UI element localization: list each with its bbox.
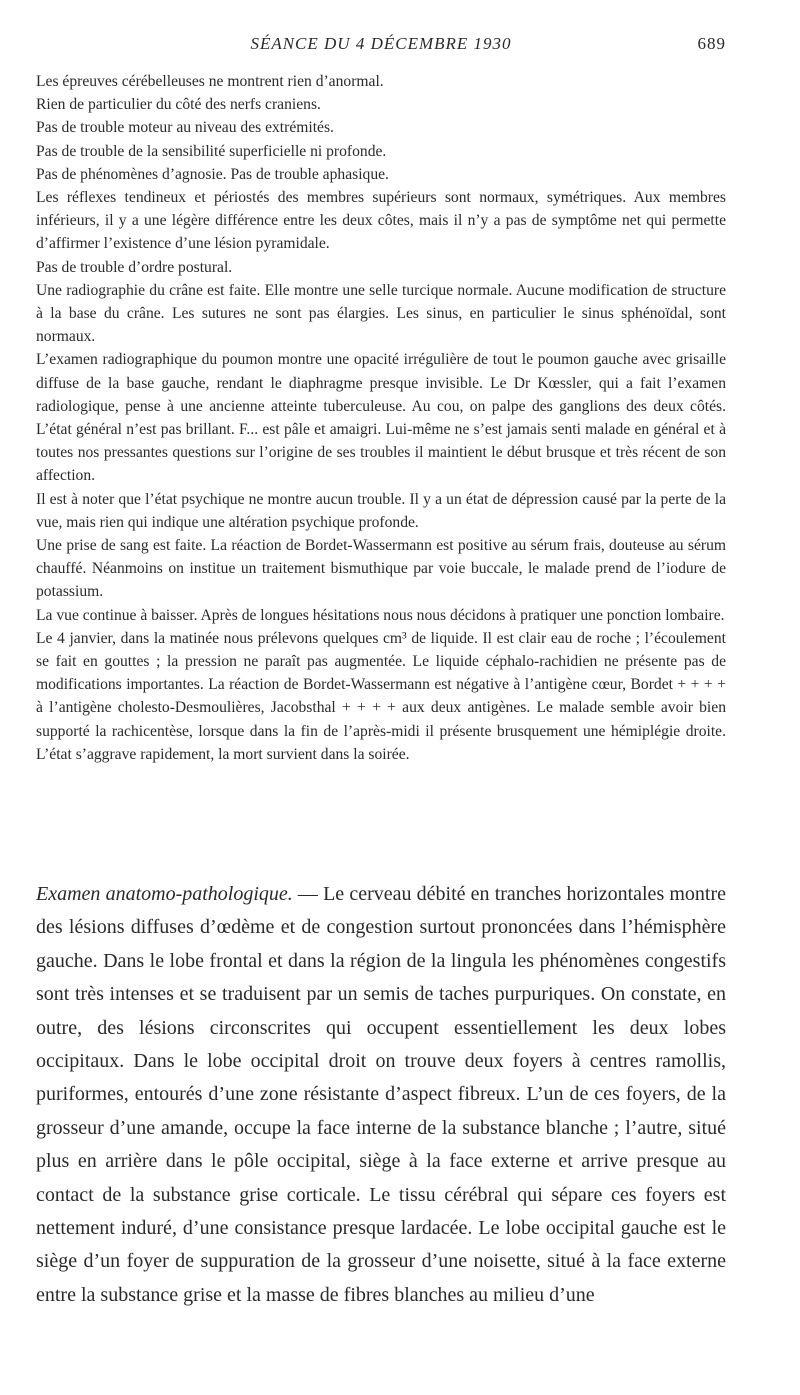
paragraph: Une radiographie du crâne est faite. Elle montre une selle turcique normale. Aucune modification de structure à la base du crâne. Les sutures ne sont pas élargies. Les sinus, en particulier le sinus sphénoïdal, sont normaux.: [36, 281, 726, 346]
paragraph: L’examen radiographique du poumon montre une opacité irrégulière de tout le poumon gauche avec grisaille diffuse de la base gauche, rendant le diaphragme presque invisible. Le Dr Kœssler, qui a fait l’examen radiologique, pense à une ancienne atteinte tuberculeuse. Au cou, on palpe des ganglions des deux côtés. L’état général n’est pas brillant. F... est pâle et amaigri. Lui-même ne s’est jamais senti malade en général et à toutes nos pressantes questions sur l’origine de ses troubles il maintient le début brusque et très récent de son affection.: [36, 351, 726, 485]
clinical-observation-text: [36, 70, 726, 766]
paragraph: Le 4 janvier, dans la matinée nous prélevons quelques cm³ de liquide. Il est clair eau de roche ; l’écoulement se fait en gouttes ; la pression ne paraît pas augmentée. Le liquide céphalo-rachidien ne présente pas de modifications importantes. La réaction de Bordet-Wassermann est négative à l’antigène cœur, Bordet + + + + à l’antigène cholesto-Desmoulières, Jacobsthal + + + + aux deux antigènes. Le malade semble avoir bien supporté la rachicentèse, lorsque dans la fin de l’après-midi il présente brusquement une hémiplégie droite. L’état s’aggrave rapidement, la mort survient dans la soirée.: [36, 629, 726, 763]
paragraph: Pas de trouble de la sensibilité superficielle ni profonde.: [36, 142, 387, 160]
paragraph: Une prise de sang est faite. La réaction de Bordet-Wassermann est positive au sérum frais, douteuse au sérum chauffé. Néanmoins on institue un traitement bismuthique par voie buccale, le malade prend de l’iodure de potassium.: [36, 537, 726, 601]
pathology-section: [36, 878, 726, 1312]
paragraph: Les réflexes tendineux et périostés des membres supérieurs sont normaux, symétriques. Aux membres inférieurs, il y a une légère différence entre les deux côtes, mais il n’y a pas de symptôme net qui permette d’affirmer l’existence d’une lésion pyramidale.: [36, 189, 726, 253]
paragraph: Les épreuves cérébelleuses ne montrent rien d’anormal.: [36, 73, 384, 90]
paragraph: Rien de particulier du côté des nerfs craniens.: [36, 96, 321, 114]
paragraph: Pas de trouble d’ordre postural.: [36, 258, 233, 276]
paragraph: Pas de trouble moteur au niveau des extrémités.: [36, 119, 334, 137]
em-dash: —: [292, 883, 324, 905]
paragraph: Pas de phénomènes d’agnosie. Pas de trouble aphasique.: [36, 165, 389, 183]
page-number: 689: [697, 34, 726, 53]
pathology-text: Le cerveau débité en tranches horizontales montre des lésions diffuses d’œdème et de congestion surtout prononcées dans l’hémisphère gauche. Dans le lobe frontal et dans la région de la lingula les phénomènes congestifs sont très intenses et se traduisent par un semis de taches purpuriques. On constate, en outre, des lésions circonscrites qui occupent essentiellement les deux lobes occipitaux. Dans le lobe occipital droit on trouve deux foyers à centres ramollis, puriformes, entourés d’une zone résistante d’aspect fibreux. L’un de ces foyers, de la grosseur d’une amande, occupe la face interne de la substance blanche ; l’autre, situé plus en arrière dans le pôle occipital, siège à la face externe et arrive presque au contact de la substance grise corticale. Le tissu cérébral qui sépare ces foyers est nettement induré, d’une consistance presque lardacée. Le lobe occipital gauche est le siège d’un foyer de suppuration de la grosseur d’une noisette, situé à la face externe entre la substance grise et la masse de fibres blanches au milieu d’une: [36, 883, 727, 1306]
paragraph: Il est à noter que l’état psychique ne montre aucun trouble. Il y a un état de dépression causé par la perte de la vue, mais rien qui indique une altération psychique profonde.: [36, 490, 726, 531]
pathology-paragraph: [36, 878, 726, 1312]
section-heading: Examen anatomo-pathologique.: [36, 883, 293, 905]
running-title: SÉANCE DU 4 DÉCEMBRE 1930: [250, 34, 512, 53]
paragraph: La vue continue à baisser. Après de longues hésitations nous nous décidons à pratiquer une ponction lombaire.: [36, 606, 725, 624]
page-header: [36, 34, 726, 60]
